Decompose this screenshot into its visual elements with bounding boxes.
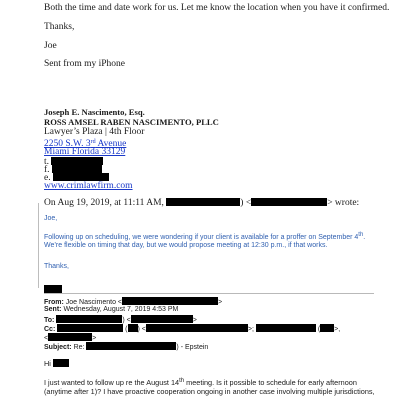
header-from: From: Joe Nascimento < > bbox=[44, 299, 223, 306]
redaction-block bbox=[53, 359, 69, 367]
redaction-block bbox=[53, 173, 109, 181]
quoted-paragraph-1: Following up on scheduling, we were wondering if your client is available for a proffer on September 4th. bbox=[44, 232, 366, 241]
website-link[interactable]: www.crimlawfirm.com bbox=[44, 181, 133, 191]
reply-name: Joe bbox=[44, 41, 57, 51]
redaction-block bbox=[56, 315, 122, 323]
quoted-greeting: Joe, bbox=[44, 215, 58, 222]
redaction-block bbox=[122, 297, 218, 305]
redaction-block bbox=[251, 198, 327, 206]
sig-firm: ROSS AMSEL RABEN NASCIMENTO, PLLC bbox=[44, 117, 219, 127]
header-to: To: ) < > bbox=[44, 317, 197, 324]
quoted-paragraph-2: We’re flexible on timing that day, but we would propose meeting at 12:30 p.m., if that works. bbox=[44, 242, 328, 249]
header-sent: Sent: Wednesday, August 7, 2019 4:53 PM bbox=[44, 306, 179, 313]
quoted-thanks: Thanks, bbox=[44, 263, 69, 270]
body-paragraph-1: I just wanted to follow up re the August 14th meeting. Is it possible to schedule for early afternoon bbox=[44, 378, 357, 387]
redaction-block bbox=[128, 324, 138, 332]
quote-bar bbox=[38, 203, 39, 288]
redaction-block bbox=[57, 324, 123, 332]
redaction-block bbox=[44, 285, 62, 293]
reply-thanks: Thanks, bbox=[44, 22, 75, 32]
redaction-block bbox=[52, 165, 102, 173]
sent-from: Sent from my iPhone bbox=[44, 59, 126, 69]
sig-office: Lawyer’s Plaza | 4th Floor bbox=[44, 127, 145, 137]
redaction-block bbox=[146, 324, 248, 332]
quoted-signature bbox=[44, 279, 62, 297]
header-cc-cont: < > bbox=[44, 335, 97, 342]
street-link[interactable]: 2250 S.W. 3rd Avenue bbox=[44, 139, 127, 149]
redaction-block bbox=[166, 198, 240, 206]
reply-line: Both the time and date work for us. Let me know the location when you have it confirmed. bbox=[44, 3, 390, 13]
body-greeting: Hi bbox=[44, 359, 69, 368]
redaction-block bbox=[51, 157, 103, 165]
sig-fax: f. bbox=[44, 165, 102, 176]
sig-email: e. bbox=[44, 173, 109, 184]
header-subject: Subject: Re: ) - Epstein bbox=[44, 344, 209, 351]
redaction-block bbox=[256, 324, 316, 332]
redaction-block bbox=[320, 324, 334, 332]
sig-name: Joseph E. Nascimento, Esq. bbox=[44, 107, 145, 117]
header-cc: Cc: ( ) < >; ( >, bbox=[44, 326, 341, 333]
quote-intro: On Aug 19, 2019, at 11:11 AM, ) < > wrote: bbox=[44, 198, 360, 208]
divider bbox=[44, 293, 374, 294]
redaction-block bbox=[48, 333, 92, 341]
body-paragraph-2: (anytime after 1)? I have proactive cooperation ongoing in another case involving multiple jurisdictions, bbox=[44, 387, 375, 396]
redaction-block bbox=[131, 315, 193, 323]
city-link[interactable]: Miami Florida 33129 bbox=[44, 147, 126, 157]
sig-phone: t. bbox=[44, 157, 103, 168]
sig-website[interactable] bbox=[44, 181, 133, 192]
redaction-block bbox=[86, 342, 176, 350]
